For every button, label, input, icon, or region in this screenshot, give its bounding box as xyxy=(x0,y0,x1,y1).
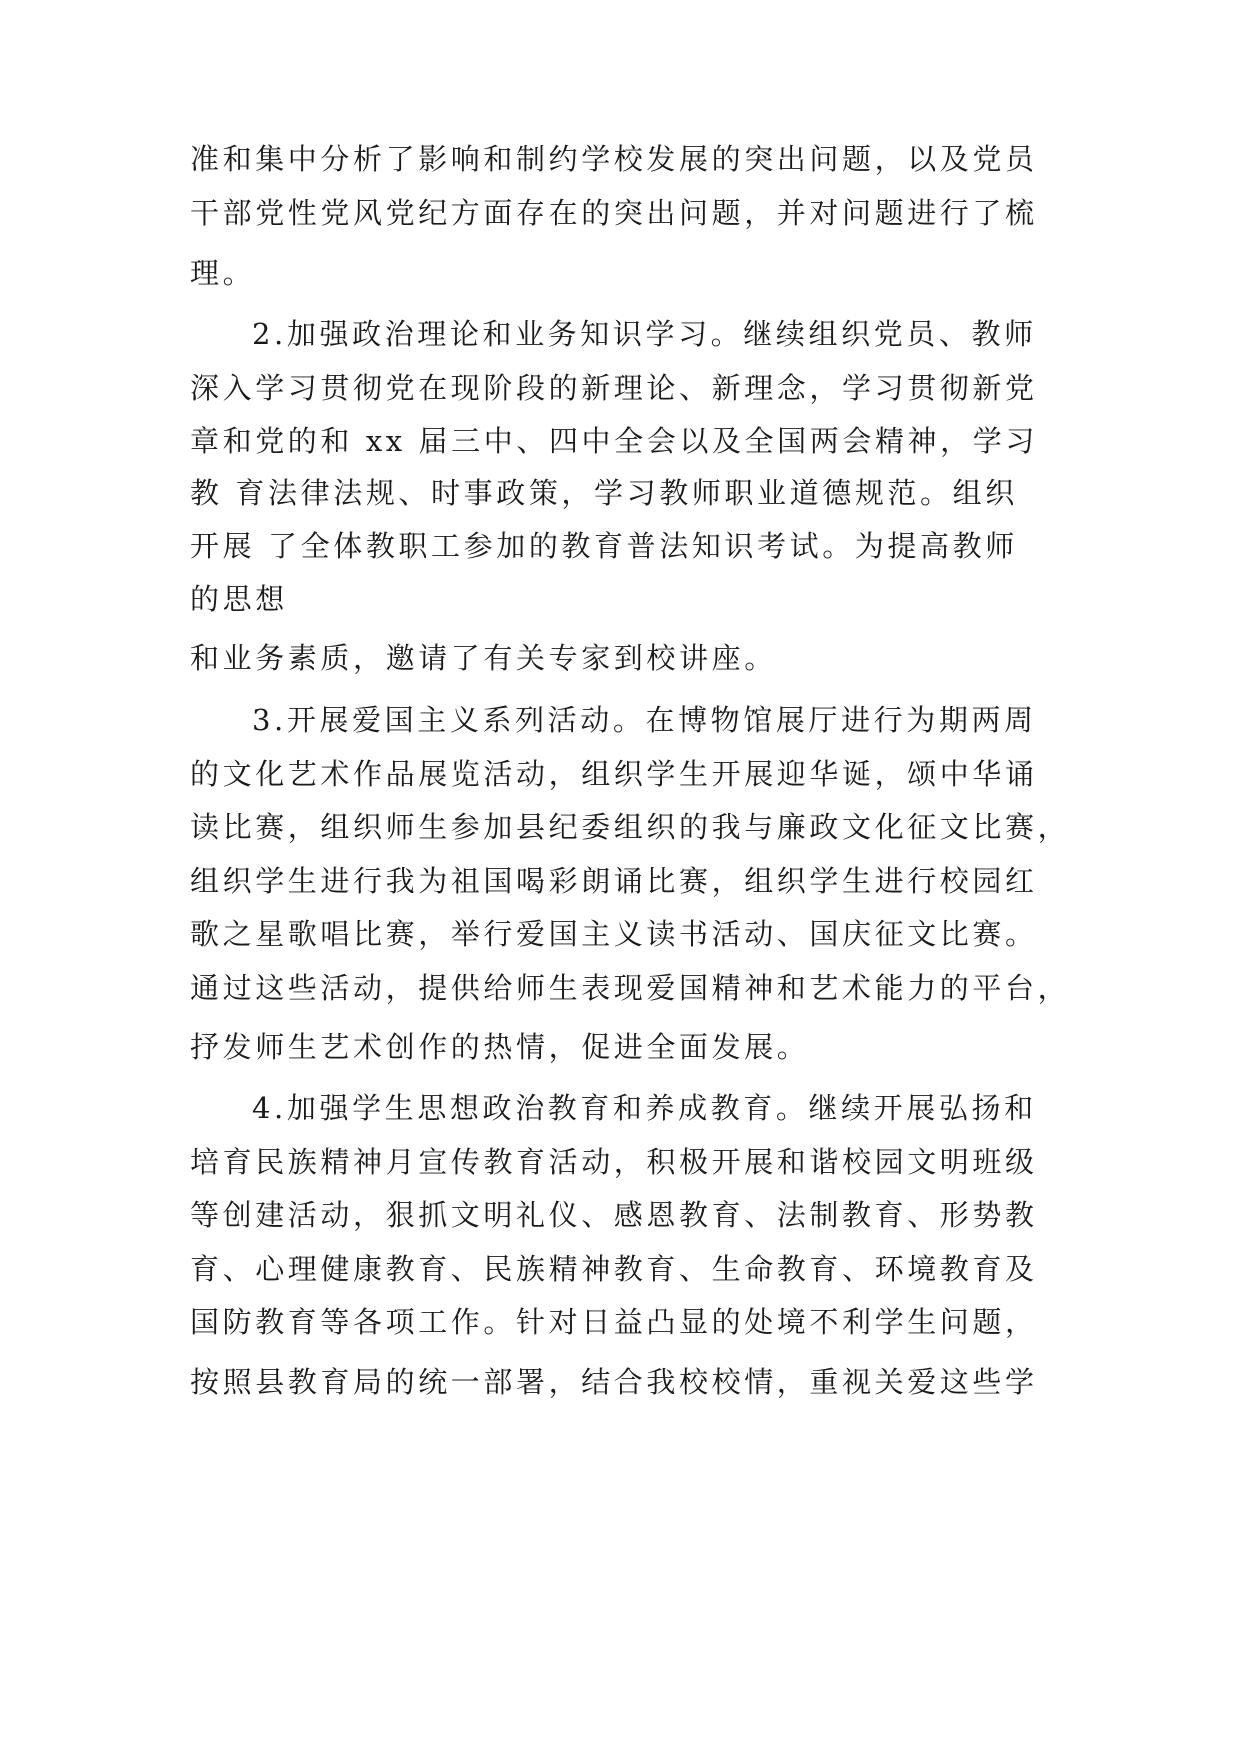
text-line: 的思想 xyxy=(190,582,288,616)
text-line: 3.开展爱国主义系列活动。在博物馆展厅进行为期两周 xyxy=(252,703,1037,737)
text-line: 歌之星歌唱比赛，举行爱国主义读书活动、国庆征文比赛。 xyxy=(190,917,1038,951)
text-line: 育、心理健康教育、民族精神教育、生命教育、环境教育及 xyxy=(190,1252,1038,1286)
text-line: 深入学习贯彻党在现阶段的新理论、新理念，学习贯彻新党 xyxy=(190,371,1038,405)
text-line: 组织学生进行我为祖国喝彩朗诵比赛，组织学生进行校园红 xyxy=(190,864,1038,898)
text-line: 4.加强学生思想政治教育和养成教育。继续开展弘扬和 xyxy=(252,1091,1037,1125)
text-line: 教 育法律法规、时事政策，学习教师职业道德规范。组织 xyxy=(190,476,1018,510)
text-line: 和业务素质，邀请了有关专家到校讲座。 xyxy=(190,641,777,675)
text-line: 国防教育等各项工作。针对日益凸显的处境不利学生问题， xyxy=(190,1305,1038,1339)
text-line: 干部党性党风党纪方面存在的突出问题，并对问题进行了梳 xyxy=(190,196,1038,230)
text-line: 按照县教育局的统一部署，结合我校校情，重视关爱这些学 xyxy=(190,1365,1038,1399)
text-line: 章和党的和 xx 届三中、四中全会以及全国两会精神，学习 xyxy=(190,424,1038,458)
text-line: 的文化艺术作品展览活动，组织学生开展迎华诞，颂中华诵 xyxy=(190,757,1038,791)
text-line: 读比赛，组织师生参加县纪委组织的我与廉政文化征文比赛， xyxy=(190,810,1071,844)
text-line: 等创建活动，狠抓文明礼仪、感恩教育、法制教育、形势教 xyxy=(190,1198,1038,1232)
text-line: 准和集中分析了影响和制约学校发展的突出问题，以及党员 xyxy=(190,142,1038,176)
text-line: 理。 xyxy=(190,256,256,290)
text-line: 2.加强政治理论和业务知识学习。继续组织党员、教师 xyxy=(252,317,1037,351)
text-line: 抒发师生艺术创作的热情，促进全面发展。 xyxy=(190,1030,810,1064)
text-line: 培育民族精神月宣传教育活动，积极开展和谐校园文明班级 xyxy=(190,1145,1038,1179)
text-line: 开展 了全体教职工参加的教育普法知识考试。为提高教师 xyxy=(190,529,1018,563)
text-line: 通过这些活动，提供给师生表现爱国精神和艺术能力的平台， xyxy=(190,971,1071,1005)
